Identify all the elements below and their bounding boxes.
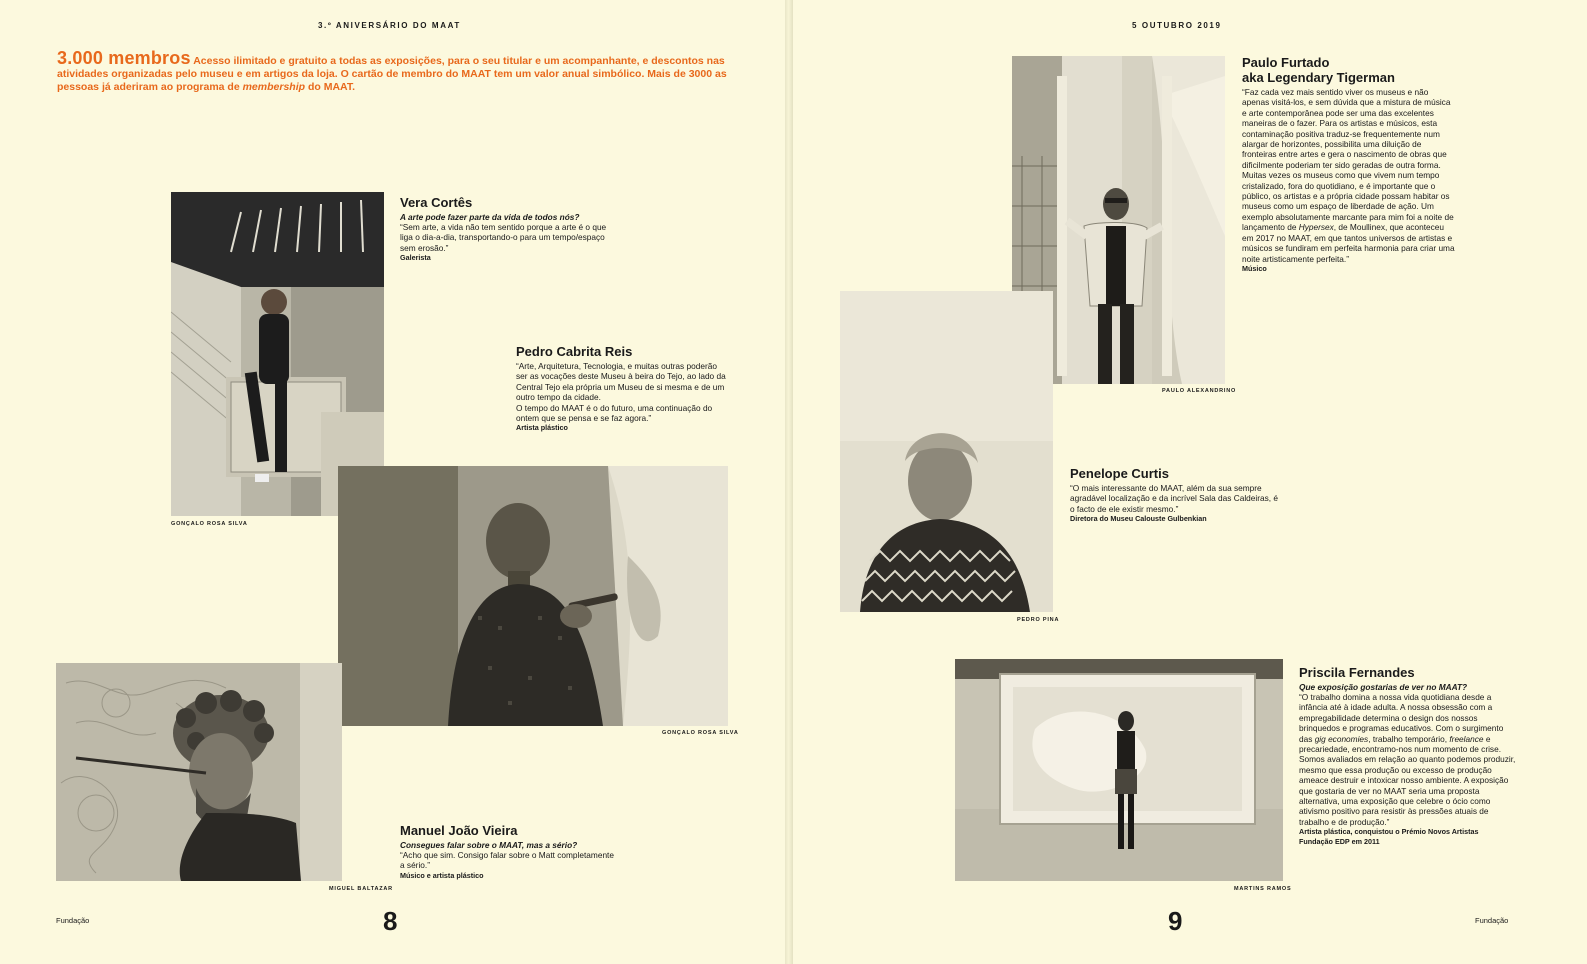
intro-paragraph [57,48,747,94]
quote-manuel: “Acho que sim. Consigo falar sobre o Matt completamente a sério.” [400,850,614,871]
intro-text-1: Acesso ilimitado e gratuito a todas as exposições, para o seu titular e um acompanhante, e descontos nas atividades organizadas pelo museu e em artigos da loja. O cartão de membro do MAAT tem um valor anual simbólico. Mais de 3000 as pessoas já aderiram ao programa de [57,55,727,93]
photo-pedro-cabrita-reis [338,466,728,726]
question-priscila: Que exposição gostarias de ver no MAAT? [1299,682,1468,692]
question-manuel: Consegues falar sobre o MAAT, mas a sério? [400,840,578,850]
profile-manuel-joao-vieira [400,823,620,881]
quote-priscila-a: “O trabalho domina a nossa vida quotidiana desde a infância até à idade adulta. A nossa obsessão com a empregabilidade determina o design dos nossos brinquedos e programas educativos. Com o surgimento das [1299,692,1504,744]
running-head-right: 5 OUTUBRO 2019 [1132,21,1222,30]
role-penelope: Diretora do Museu Calouste Gulbenkian [1070,514,1207,524]
credit-manuel: MIGUEL BALTAZAR [329,886,393,892]
quote-priscila-italic-1: gig economies [1314,733,1369,744]
running-head-left: 3.º ANIVERSÁRIO DO MAAT [318,21,461,30]
role-vera: Galerista [400,253,431,263]
quote-paulo-a: “Faz cada vez mais sentido viver os museus e não apenas visitá-los, e sem dúvida que a mistura de música e arte contemporânea pode ser uma das excelentes maneiras de o fazer. Para os artistas e músicos, esta contaminação positiva traduz-se frequentemente num alargar de horizontes, possibilita uma diluição de fronteiras entre artes e gera o nascimento de obras que dificilmente poderiam ter sido geradas de outra forma. Muitas vezes os museus como que vivem num tempo cristalizado, fora do quotidiano, e é importante que o público, os artistas e a própria cidade possam habitar os museus como um espaço de liberdade de ação. Um exemplo absolutamente marcante para mim foi a noite de lançamento de [1242,87,1454,233]
role-manuel: Músico e artista plástico [400,870,484,880]
quote-priscila [1299,692,1517,827]
intro-headline: 3.000 membros [57,48,191,68]
credit-priscila: MARTINS RAMOS [1234,886,1292,892]
quote-pedro-1: “Arte, Arquitetura, Tecnologia, e muitas outras poderão ser as vocações deste Museu à beira do Tejo, ao lado da Central Tejo ela própria um Museu de si mesma e de um outro tempo da cidade. [516,361,726,403]
footer-label-right: Fundação [1475,916,1509,925]
profile-priscila-fernandes [1299,665,1517,847]
page-number-left: 8 [383,906,398,936]
credit-paulo: PAULO ALEXANDRINO [1162,388,1237,394]
role-priscila-line-1: Artista plástica, conquistou o Prémio Novos Artistas [1299,827,1479,837]
intro-text-italic: membership [242,81,306,93]
credit-penelope: PEDRO PINA [1017,617,1060,623]
role-pedro: Artista plástico [516,423,568,433]
photo-penelope-curtis [840,291,1053,612]
credit-pedro: GONÇALO ROSA SILVA [662,730,739,736]
role-paulo: Músico [1242,263,1267,273]
question-vera: A arte pode fazer parte da vida de todos nós? [400,212,580,222]
profile-paulo-furtado [1242,55,1456,274]
name-paulo-line-2: aka Legendary Tigerman [1242,70,1395,85]
profile-penelope-curtis [1070,466,1282,524]
name-priscila: Priscila Fernandes [1299,665,1415,680]
quote-paulo-b: , de Moullinex, que aconteceu em 2017 no MAAT, em que tantos universos de artistas e músicos se fundiram em perfeita harmonia para criar uma noite artisticamente perfeita.” [1242,222,1455,264]
photo-priscila-fernandes [955,659,1283,881]
profile-pedro-cabrita-reis [516,344,728,433]
name-penelope: Penelope Curtis [1070,466,1169,481]
quote-penelope: “O mais interessante do MAAT, além da sua sempre agradável localização e da incrível Sala das Caldeiras, é o facto de ele existir mesmo.” [1070,483,1279,514]
photo-manuel-joao-vieira [56,663,342,881]
intro-text-2: do MAAT. [305,81,355,93]
profile-vera-cortes [400,195,615,263]
credit-vera: GONÇALO ROSA SILVA [171,521,248,527]
page-gutter [785,0,793,964]
quote-priscila-c: e precariedade, encontramo-nos num momento de crise. Somos avaliados em relação ao quanto podemos produzir, mesmo que essa produção ou excesso de produção ameace destruir e intoxicar nosso ambiente. A exposição que gostaria de ver no MAAT seria uma proposta alternativa, uma exposição que celebre o ócio como ativismo positivo para resistir às pressões atuais de trabalho e de produção.” [1299,733,1516,827]
name-vera: Vera Cortês [400,195,473,210]
name-paulo-line-1: Paulo Furtado [1242,55,1330,70]
name-pedro: Pedro Cabrita Reis [516,344,633,359]
quote-paulo-italic: Hypersex [1298,222,1334,233]
quote-vera: “Sem arte, a vida não tem sentido porque a arte é o que liga o dia-a-dia, transportando-o para um tempo/espaço sem erosão.” [400,222,607,253]
quote-pedro-2: O tempo do MAAT é o do futuro, uma continuação do ontem que se pensa e se faz agora.” [516,402,713,424]
quote-paulo [1242,87,1456,264]
quote-priscila-italic-2: freelance [1449,733,1484,744]
role-priscila-line-2: Fundação EDP em 2011 [1299,837,1380,847]
quote-priscila-b: , trabalho temporário, [1368,733,1450,744]
name-manuel: Manuel João Vieira [400,823,518,838]
page-number-right: 9 [1168,906,1183,936]
footer-label-left: Fundação [56,916,90,925]
